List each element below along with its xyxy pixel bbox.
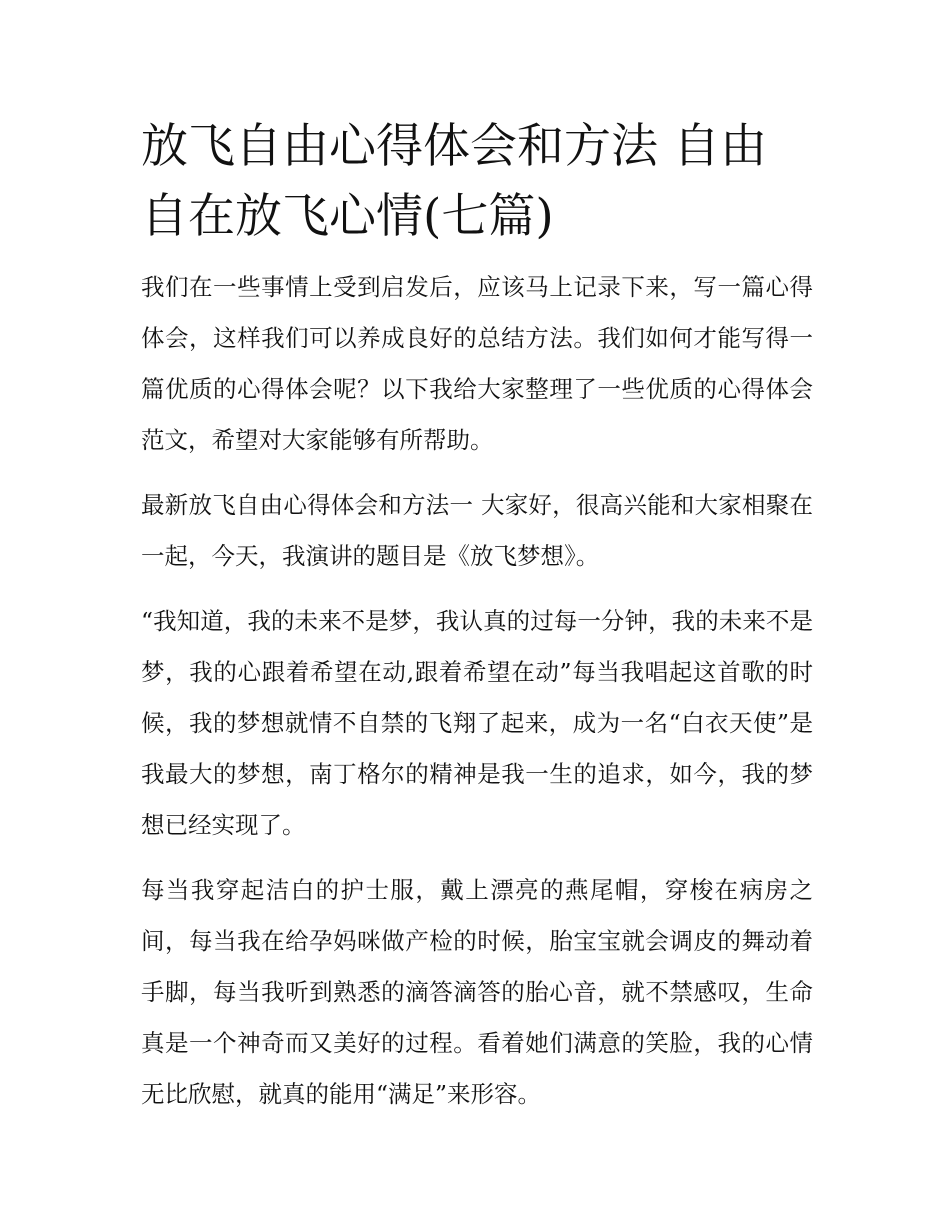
- paragraph-song-dream: “我知道，我的未来不是梦，我认真的过每一分钟，我的未来不是梦，我的心跟着希望在动,跟着希望在动”每当我唱起这首歌的时候，我的梦想就情不自禁的飞翔了起来，成为一名“白衣天使”是我最大的梦想，南丁格尔的精神是我一生的追求，如今，我的梦想已经实现了。: [141, 607, 813, 839]
- paragraph-section-one-opening: 最新放飞自由心得体会和方法一 大家好，很高兴能和大家相聚在一起，今天，我演讲的题目是《放飞梦想》。: [141, 491, 813, 570]
- document-body: [141, 112, 813, 1120]
- paragraph-intro: 我们在一些事情上受到启发后，应该马上记录下来，写一篇心得体会，这样我们可以养成良好的总结方法。我们如何才能写得一篇优质的心得体会呢？以下我给大家整理了一些优质的心得体会范文，希望对大家能够有所帮助。: [141, 273, 813, 454]
- document-title: 放飞自由心得体会和方法 自由自在放飞心情(七篇): [141, 119, 767, 244]
- paragraph-nurse-work: 每当我穿起洁白的护士服，戴上漂亮的燕尾帽，穿梭在病房之间，每当我在给孕妈咪做产检的时候，胎宝宝就会调皮的舞动着手脚，每当我听到熟悉的滴答滴答的胎心音，就不禁感叹，生命真是一个神奇而又美好的过程。看着她们满意的笑脸，我的心情无比欣慰，就真的能用“满足”来形容。: [141, 876, 813, 1108]
